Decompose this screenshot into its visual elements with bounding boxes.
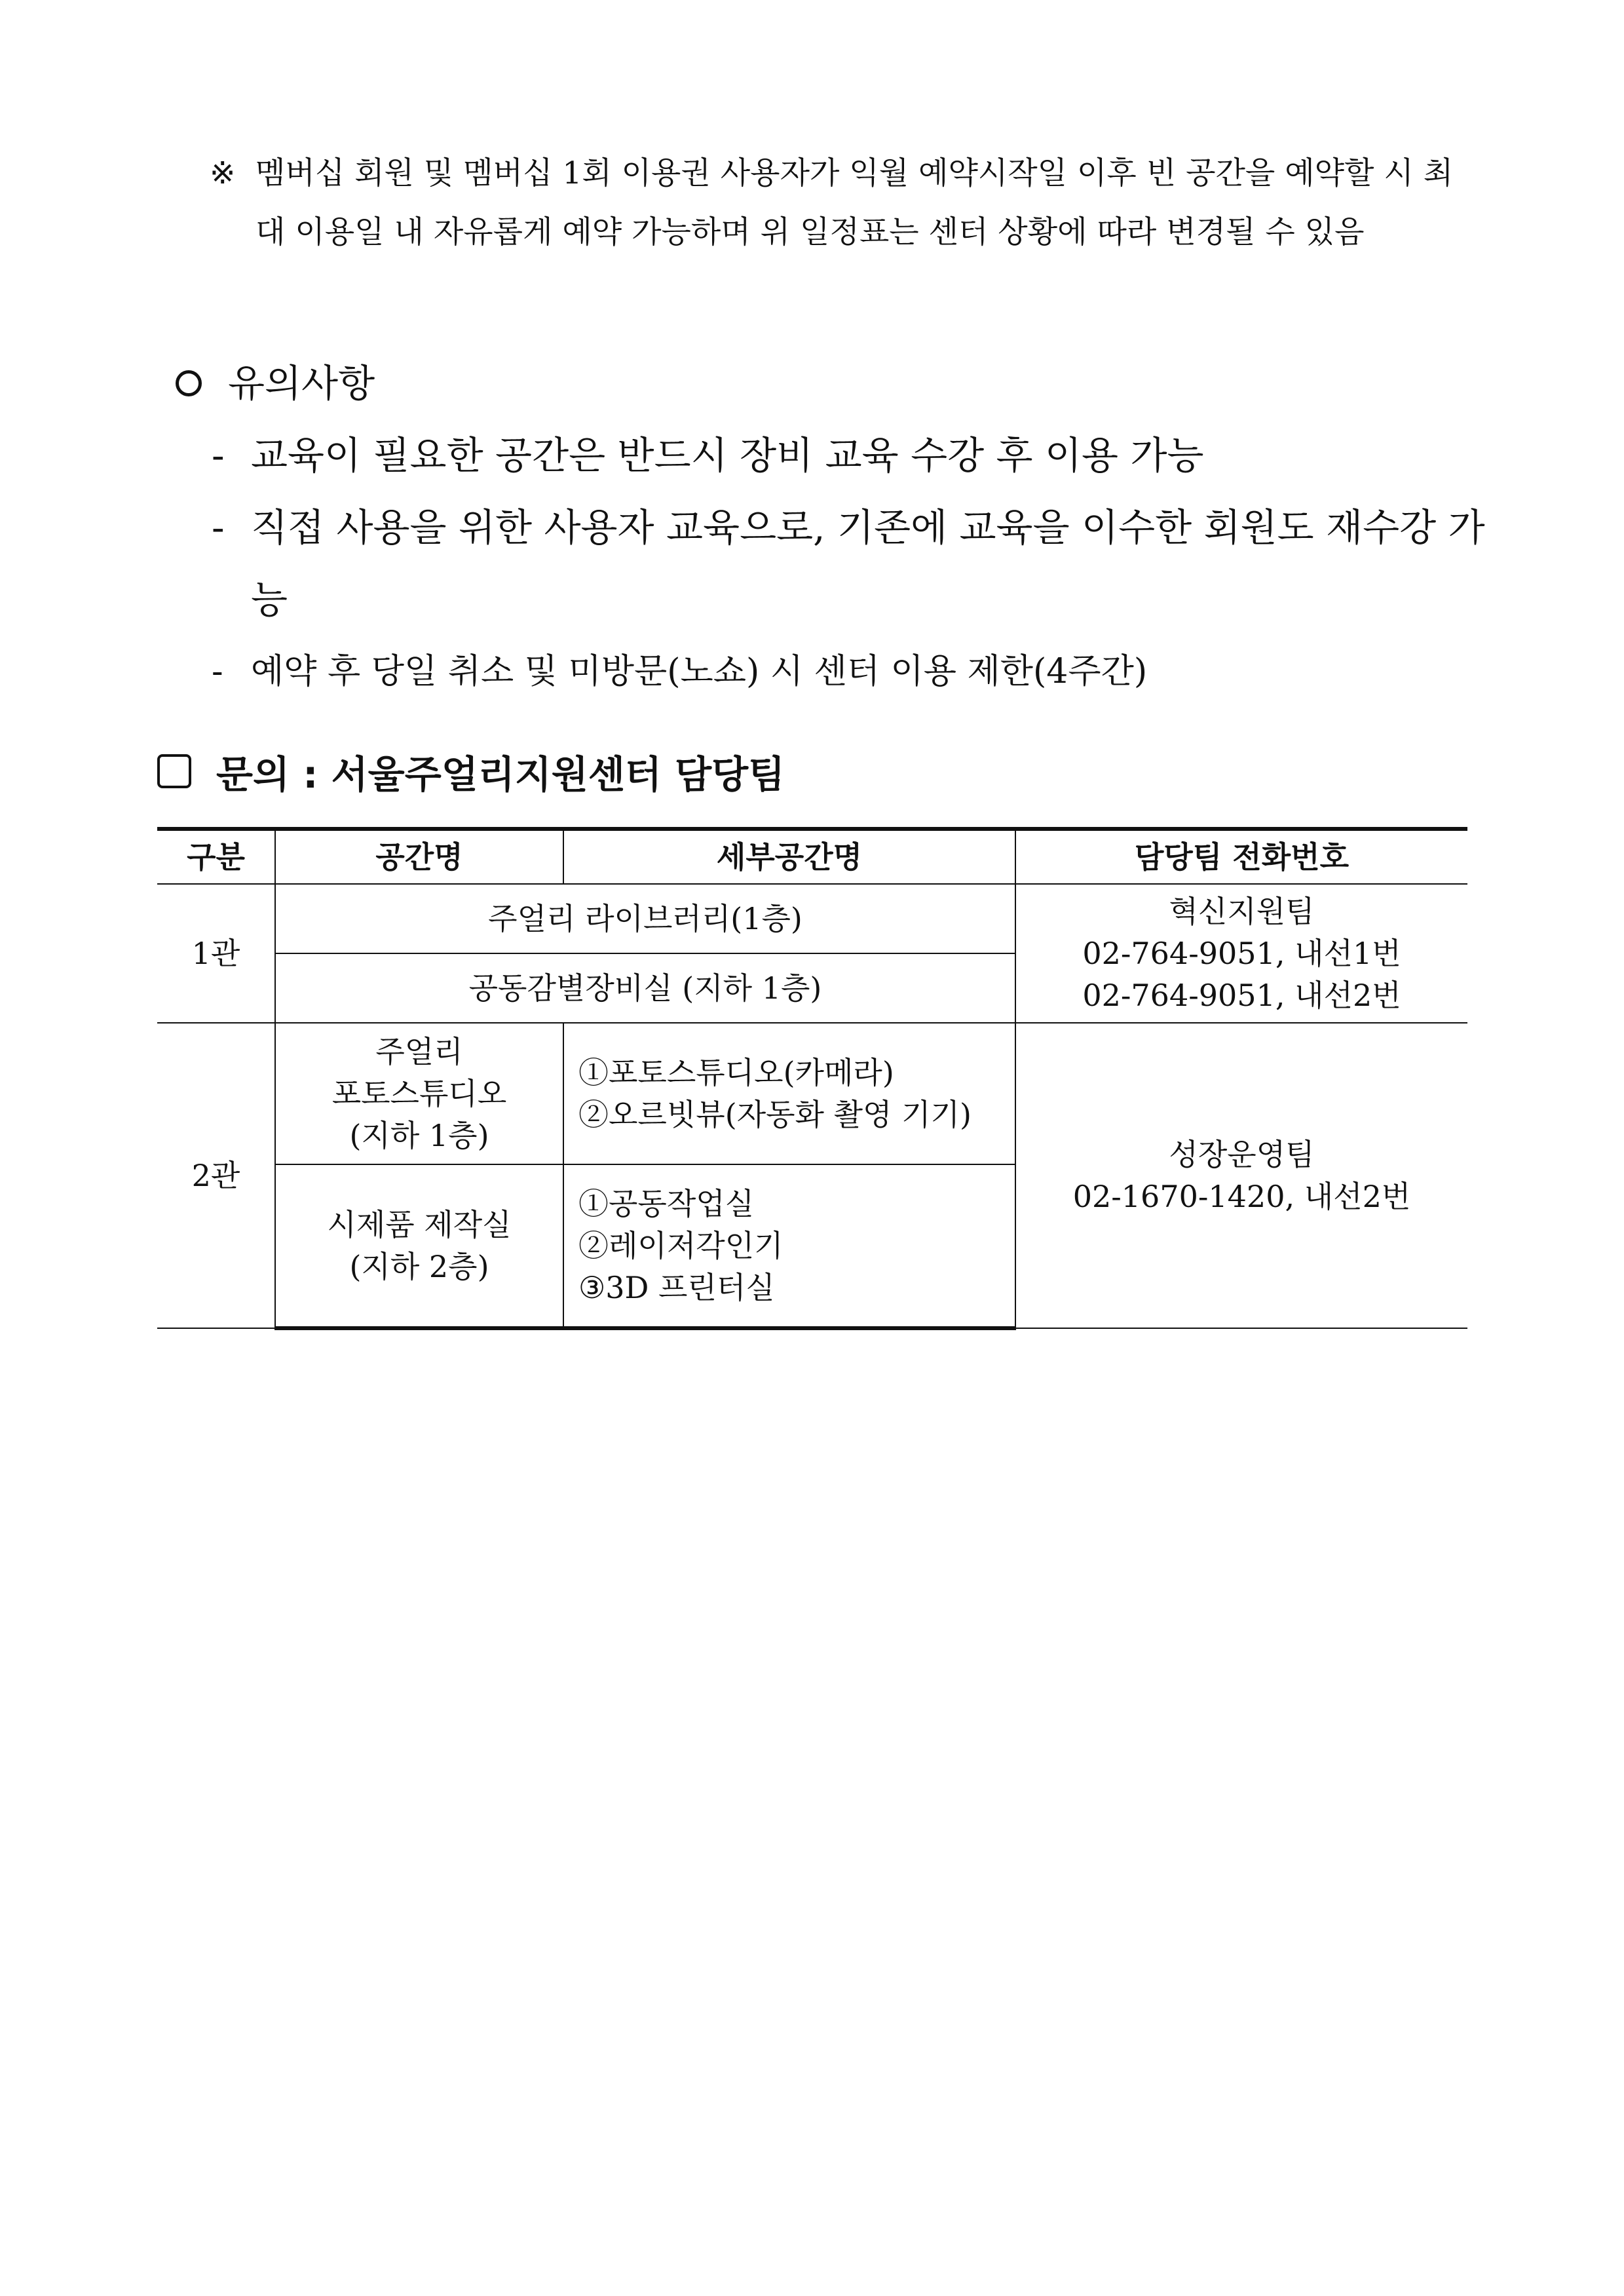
detail-line: ②레이저각인기 bbox=[578, 1228, 784, 1263]
building2-prototype-details bbox=[563, 1164, 1015, 1328]
circle-bullet-icon bbox=[176, 370, 202, 396]
caution-item-text: 직접 사용을 위한 사용자 교육으로, 기존에 교육을 이수한 회원도 재수강 가능 bbox=[251, 505, 1485, 622]
building2-photo-details bbox=[563, 1023, 1015, 1164]
caution-heading bbox=[176, 347, 1486, 419]
header-detail-space: 세부공간명 bbox=[563, 829, 1015, 884]
building1-space-library: 주얼리 라이브러리(1층) bbox=[275, 884, 1015, 953]
detail-line: ②오르빗뷰(자동화 촬영 기기) bbox=[578, 1097, 972, 1132]
table-row bbox=[157, 1023, 1467, 1164]
inquiry-heading bbox=[157, 744, 785, 799]
space-line: 시제품 제작실 bbox=[327, 1207, 512, 1242]
building2-label: 2관 bbox=[157, 1023, 275, 1328]
table-row bbox=[157, 884, 1467, 953]
building1-label: 1관 bbox=[157, 884, 275, 1023]
detail-line: ①공동작업실 bbox=[578, 1186, 755, 1221]
reference-mark: ※ bbox=[210, 155, 236, 191]
dash-bullet: - bbox=[212, 652, 223, 691]
building1-contact bbox=[1015, 884, 1467, 1023]
building2-space-photo bbox=[275, 1023, 563, 1164]
checkbox-square-icon bbox=[157, 754, 191, 788]
membership-note-text: 멤버십 회원 및 멤버십 1회 이용권 사용자가 익월 예약시작일 이후 빈 공간을 예약할 시 최대 이용일 내 자유롭게 예약 가능하며 위 일정표는 센터 상황에 따라 변경될 수 있음 bbox=[255, 155, 1454, 250]
membership-note bbox=[210, 144, 1481, 262]
caution-item-text: 예약 후 당일 취소 및 미방문(노쇼) 시 센터 이용 제한(4주간) bbox=[251, 652, 1148, 691]
space-line: (지하 1층) bbox=[349, 1118, 489, 1153]
caution-item-text: 교육이 필요한 공간은 반드시 장비 교육 수강 후 이용 가능 bbox=[251, 433, 1204, 478]
space-line: (지하 2층) bbox=[349, 1249, 489, 1284]
building2-space-prototype bbox=[275, 1164, 563, 1328]
detail-line: ①포토스튜디오(카메라) bbox=[578, 1055, 894, 1090]
dash-bullet: - bbox=[212, 433, 225, 478]
caution-item bbox=[212, 491, 1486, 636]
caution-title: 유의사항 bbox=[228, 361, 375, 406]
building2-contact bbox=[1015, 1023, 1467, 1328]
phone-number: 02-764-9051, 내선2번 bbox=[1082, 978, 1401, 1013]
building1-space-lab: 공동감별장비실 (지하 1층) bbox=[275, 953, 1015, 1023]
team-name: 혁신지원팀 bbox=[1169, 894, 1315, 929]
space-line: 주얼리 bbox=[375, 1034, 463, 1069]
caution-section bbox=[176, 347, 1486, 708]
header-team-phone: 담당팀 전화번호 bbox=[1015, 829, 1467, 884]
header-space-name: 공간명 bbox=[275, 829, 563, 884]
detail-line: ③3D 프린터실 bbox=[578, 1270, 775, 1305]
space-line: 포토스튜디오 bbox=[331, 1076, 507, 1111]
phone-number: 02-764-9051, 내선1번 bbox=[1082, 936, 1401, 971]
caution-item bbox=[212, 636, 1486, 708]
contact-table bbox=[157, 827, 1467, 1330]
header-category: 구분 bbox=[157, 829, 275, 884]
phone-number: 02-1670-1420, 내선2번 bbox=[1072, 1179, 1411, 1214]
caution-item bbox=[212, 419, 1486, 491]
team-name: 성장운영팀 bbox=[1169, 1137, 1315, 1172]
table-header-row bbox=[157, 829, 1467, 884]
dash-bullet: - bbox=[212, 505, 225, 550]
inquiry-title: 문의 : 서울주얼리지원센터 담당팀 bbox=[216, 752, 785, 797]
